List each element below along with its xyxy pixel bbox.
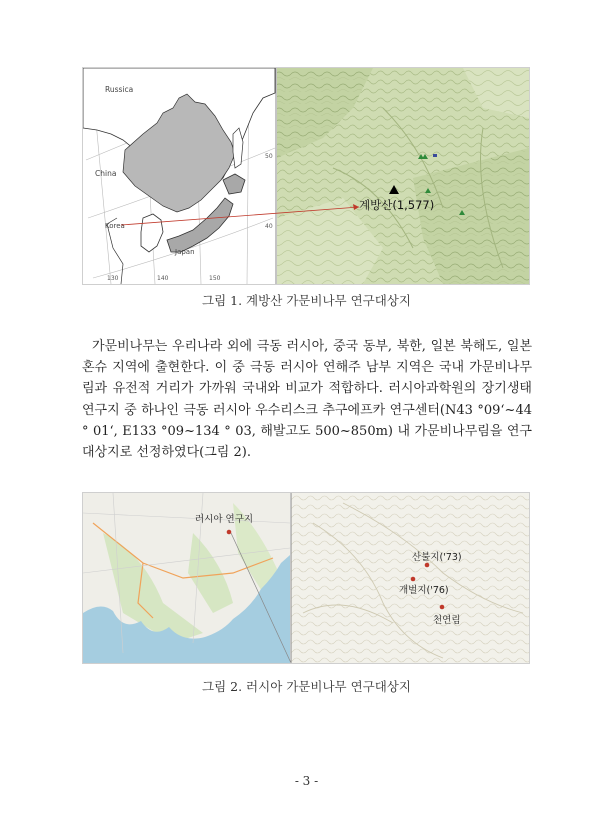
lat-tick-label: 50	[265, 153, 273, 160]
page-number: - 3 -	[294, 774, 319, 788]
regional-map	[83, 68, 276, 284]
topographic-map	[277, 68, 529, 284]
peak-label: 계방산(1,577)	[359, 198, 435, 212]
figure-2	[82, 492, 530, 664]
site-label: 러시아 연구지	[195, 514, 254, 525]
study-site-topo-map	[291, 493, 529, 663]
marker-icon	[433, 154, 437, 157]
figure-1-caption: 그림 1. 계방산 가문비나무 연구대상지	[202, 293, 411, 308]
lon-tick-label: 140	[157, 275, 169, 282]
clearcut-site-label: 개벌지('76)	[399, 585, 449, 596]
lat-tick-label: 40	[265, 223, 273, 230]
russia-label: Russica	[105, 85, 134, 94]
burned-site-marker	[425, 563, 430, 568]
natural-forest-label: 천연림	[433, 615, 461, 626]
regional-street-map	[83, 493, 290, 663]
figure-1	[82, 67, 530, 285]
burned-site-label: 산불지('73)	[412, 552, 462, 563]
natural-forest-marker	[440, 605, 445, 610]
site-marker	[227, 530, 232, 535]
lon-tick-label: 130	[107, 275, 119, 282]
china-label: China	[95, 169, 117, 178]
figure-2-caption: 그림 2. 러시아 가문비나무 연구대상지	[202, 679, 411, 694]
japan-label: Japan	[175, 248, 195, 256]
korea-label: Korea	[105, 222, 125, 230]
clearcut-site-marker	[411, 577, 416, 582]
lon-tick-label: 150	[209, 275, 221, 282]
body-paragraph: 가문비나무는 우리나라 외에 극동 러시아, 중국 동부, 북한, 일본 북해도, 일본 혼슈 지역에 출현한다. 이 중 극동 러시아 연해주 남부 지역은 국내 가문비나무림과 유전적 거리가 가까워 국내와 비교가 적합하다. 러시아과학원의 장기생태연구지 중 하나인 극동 러시아 우수리스크 추구에프카 연구센터(N43 °09‘~44 ° 01‘, E133 °09~134 ° 03, 해발고도 500~850m) 내 가문비나무림을 연구대상지로 선정하였다(그림 2).	[82, 339, 532, 461]
